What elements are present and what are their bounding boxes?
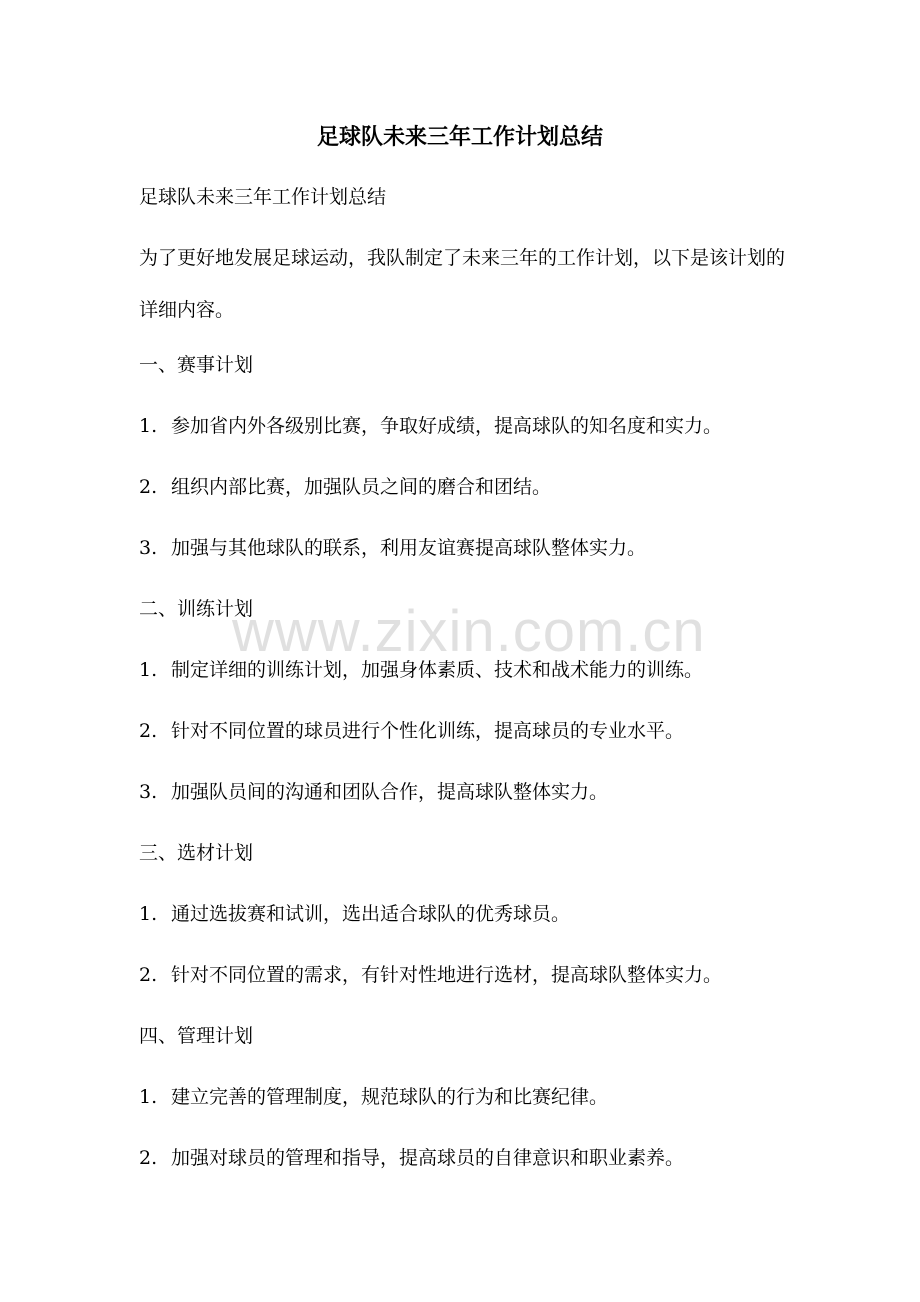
item-number: 3. xyxy=(139,781,158,803)
item-number: 2. xyxy=(139,1147,158,1169)
item-text: 通过选拔赛和试训，选出适合球队的优秀球员。 xyxy=(171,903,571,925)
item-number: 1. xyxy=(139,1086,158,1108)
list-item xyxy=(139,1139,799,1177)
item-text: 制定详细的训练计划，加强身体素质、技术和战术能力的训练。 xyxy=(171,659,704,681)
list-item xyxy=(139,651,799,689)
list-item xyxy=(139,1078,799,1116)
item-number: 3. xyxy=(139,537,158,559)
list-item xyxy=(139,468,799,506)
section-heading-training: 二、训练计划 xyxy=(139,598,254,620)
section-heading-management: 四、管理计划 xyxy=(139,1025,254,1047)
item-number: 1. xyxy=(139,903,158,925)
item-text: 组织内部比赛，加强队员之间的磨合和团结。 xyxy=(171,476,552,498)
item-number: 2. xyxy=(139,476,158,498)
item-text: 加强对球员的管理和指导，提高球员的自律意识和职业素养。 xyxy=(171,1147,685,1169)
item-text: 加强队员间的沟通和团队合作，提高球队整体实力。 xyxy=(171,781,609,803)
item-text: 加强与其他球队的联系，利用友谊赛提高球队整体实力。 xyxy=(171,537,647,559)
document-subtitle: 足球队未来三年工作计划总结 xyxy=(139,186,387,208)
intro-paragraph: 为了更好地发展足球运动，我队制定了未来三年的工作计划，以下是该计划的详细内容。 xyxy=(139,247,786,321)
section-heading-selection: 三、选材计划 xyxy=(139,842,254,864)
list-item xyxy=(139,773,799,811)
document-title: 足球队未来三年工作计划总结 xyxy=(316,124,603,150)
item-text: 建立完善的管理制度，规范球队的行为和比赛纪律。 xyxy=(171,1086,609,1108)
list-item xyxy=(139,895,799,933)
list-item xyxy=(139,529,799,567)
item-text: 参加省内外各级别比赛，争取好成绩，提高球队的知名度和实力。 xyxy=(171,415,723,437)
item-number: 1. xyxy=(139,659,158,681)
watermark: www.zixin.com.cn xyxy=(232,599,706,664)
list-item xyxy=(139,712,799,750)
section-heading-events: 一、赛事计划 xyxy=(139,354,254,376)
item-text: 针对不同位置的球员进行个性化训练，提高球员的专业水平。 xyxy=(171,720,685,742)
list-item xyxy=(139,956,799,994)
item-number: 1. xyxy=(139,415,158,437)
item-text: 针对不同位置的需求，有针对性地进行选材，提高球队整体实力。 xyxy=(171,964,723,986)
list-item xyxy=(139,407,799,445)
item-number: 2. xyxy=(139,720,158,742)
item-number: 2. xyxy=(139,964,158,986)
